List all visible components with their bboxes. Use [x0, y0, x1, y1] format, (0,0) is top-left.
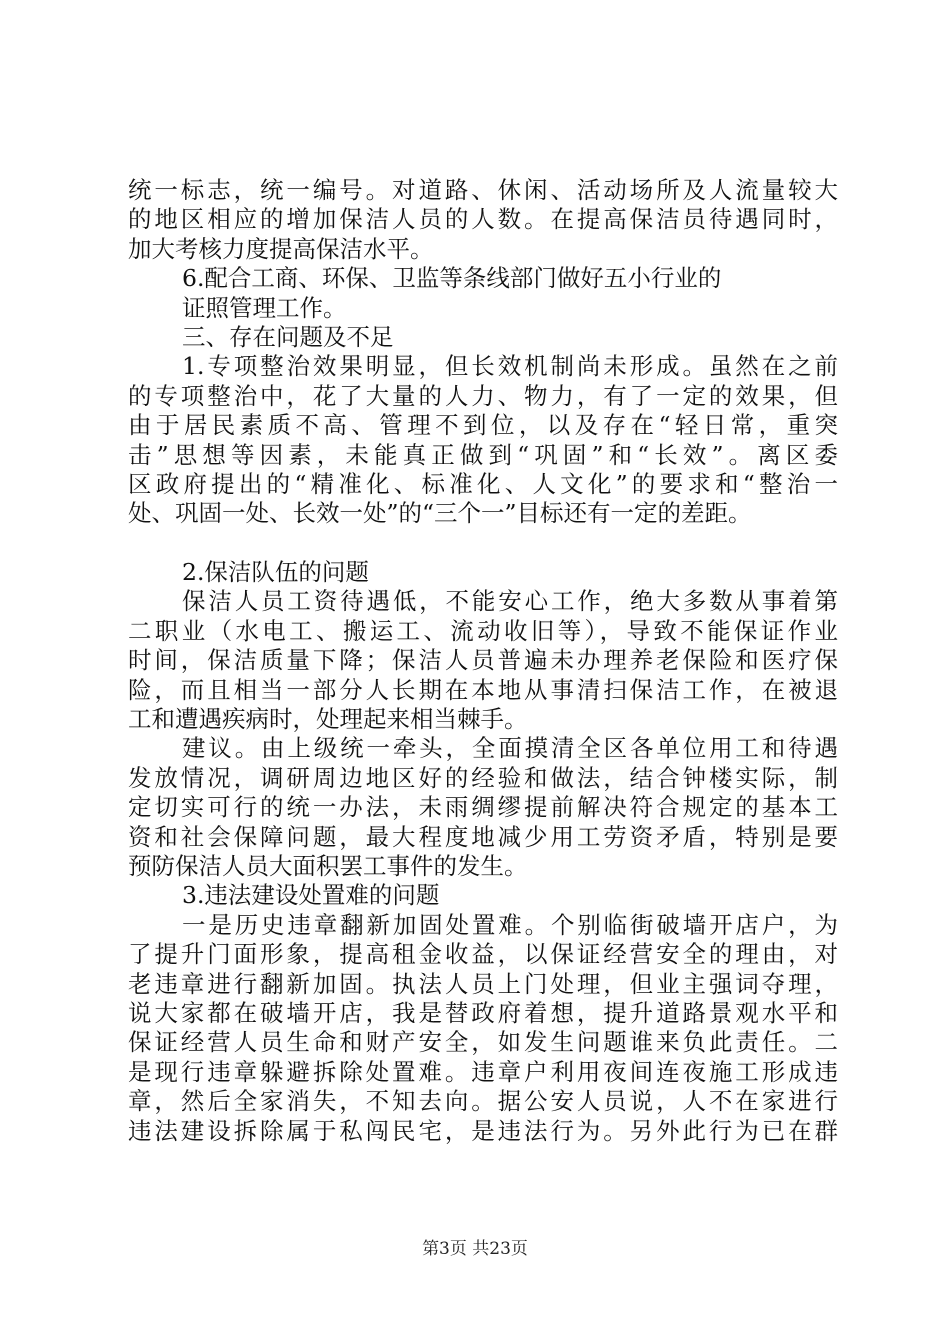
text-line: 险，而且相当一部分人长期在本地从事清扫保洁工作，在被退 [128, 675, 838, 704]
text-line: 由于居民素质不高、管理不到位，以及存在“轻日常，重突 [128, 411, 838, 440]
page-footer: 第3页 共23页 [422, 1239, 528, 1259]
document-body [128, 176, 838, 1146]
text-line: 工和遭遇疾病时，处理起来相当棘手。 [128, 705, 528, 734]
text-line: 一是历史违章翻新加固处置难。个别临街破墙开店户，为 [182, 910, 838, 939]
text-line: 6.配合工商、环保、卫监等条线部门做好五小行业的 [182, 264, 722, 293]
text-line: 二职业（水电工、搬运工、流动收旧等），导致不能保证作业 [128, 616, 838, 645]
text-line: 加大考核力度提高保洁水平。 [128, 234, 434, 263]
text-line: 的地区相应的增加保洁人员的人数。在提高保洁员待遇同时， [128, 205, 838, 234]
text-line: 违法建设拆除属于私闯民宅，是违法行为。另外此行为已在群 [128, 1116, 838, 1145]
text-line: 区政府提出的“精准化、标准化、人文化”的要求和“整治一 [128, 469, 838, 498]
text-line: 的专项整治中，花了大量的人力、物力，有了一定的效果，但 [128, 381, 838, 410]
text-line: 定切实可行的统一办法，未雨绸缪提前解决符合规定的基本工 [128, 793, 838, 822]
text-line: 1.专项整治效果明显，但长效机制尚未形成。虽然在之前 [182, 352, 838, 381]
text-line: 证照管理工作。 [182, 293, 347, 322]
text-line: 预防保洁人员大面积罢工事件的发生。 [128, 851, 528, 880]
text-line: 3.违法建设处置难的问题 [182, 881, 440, 910]
text-line: 2.保洁队伍的问题 [182, 558, 369, 587]
text-line: 保证经营人员生命和财产安全，如发生问题谁来负此责任。二 [128, 1028, 838, 1057]
text-line: 说大家都在破墙开店，我是替政府着想，提升道路景观水平和 [128, 998, 838, 1027]
text-line: 老违章进行翻新加固。执法人员上门处理，但业主强词夺理， [128, 969, 838, 998]
text-line: 章，然后全家消失，不知去向。据公安人员说，人不在家进行 [128, 1087, 838, 1116]
text-line: 处、巩固一处、长效一处”的“三个一”目标还有一定的差距。 [128, 499, 752, 528]
text-line: 建议。由上级统一牵头，全面摸清全区各单位用工和待遇 [182, 734, 838, 763]
text-line: 保洁人员工资待遇低，不能安心工作，绝大多数从事着第 [182, 587, 838, 616]
text-line: 时间，保洁质量下降；保洁人员普遍未办理养老保险和医疗保 [128, 646, 838, 675]
text-line: 是现行违章躲避拆除处置难。违章户利用夜间连夜施工形成违 [128, 1057, 838, 1086]
text-line: 击”思想等因素，未能真正做到“巩固”和“长效”。离区委 [128, 440, 838, 469]
text-line: 三、存在问题及不足 [182, 322, 394, 351]
text-line: 统一标志，统一编号。对道路、休闲、活动场所及人流量较大 [128, 176, 838, 204]
text-line: 资和社会保障问题，最大程度地减少用工劳资矛盾，特别是要 [128, 822, 838, 851]
blank-line [128, 529, 838, 558]
text-line: 了提升门面形象，提高租金收益，以保证经营安全的理由，对 [128, 940, 838, 969]
text-line: 发放情况，调研周边地区好的经验和做法，结合钟楼实际，制 [128, 763, 838, 792]
